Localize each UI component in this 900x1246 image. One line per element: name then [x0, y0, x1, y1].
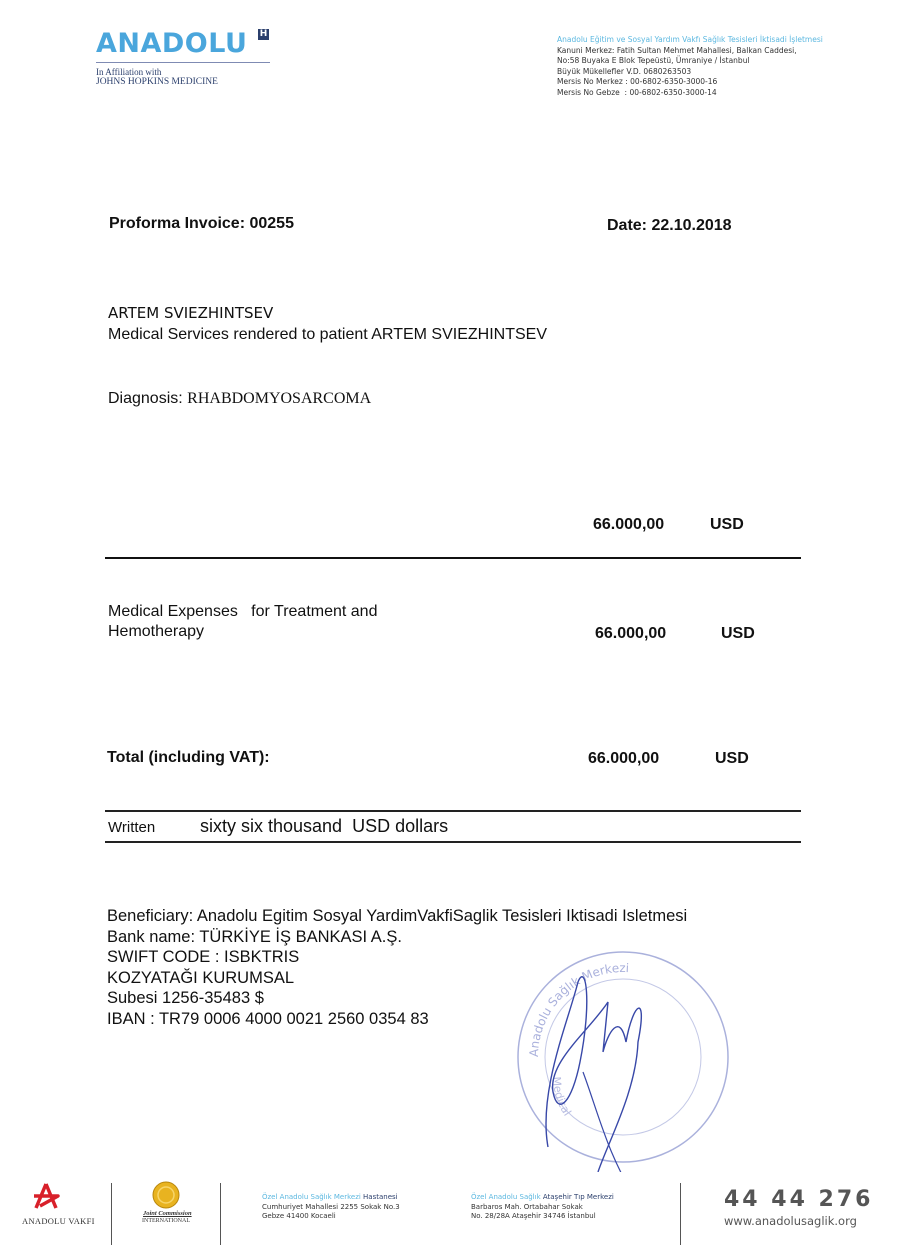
website-link[interactable]: www.anadolusaglik.org: [724, 1214, 857, 1228]
footer-separator: [111, 1183, 112, 1245]
address-line: No:58 Buyaka E Blok Tepeüstü, Ümraniye / İstanbul: [557, 56, 750, 65]
iban-line: IBAN : TR79 0006 4000 0021 2560 0354 83: [107, 1009, 429, 1028]
footer-hospital-atasehir: [471, 1193, 614, 1222]
hospital2-city-line: No. 28/28A Ataşehir 34746 İstanbul: [471, 1212, 596, 1220]
diagnosis: [108, 390, 371, 408]
affiliation-line-1: In Affiliation with: [96, 67, 162, 77]
services-line: Medical Services rendered to patient ARTEM SVIEZHINTSEV: [108, 326, 547, 343]
jci-label: Joint Commission: [143, 1210, 192, 1217]
footer-separator: [680, 1183, 681, 1245]
diagnosis-value: RHABDOMYOSARCOMA: [187, 390, 372, 407]
stamp-text-bottom: Medical: [549, 1076, 574, 1119]
affiliation-line-2: JOHNS HOPKINS MEDICINE: [96, 77, 218, 87]
letterhead-address: [557, 35, 823, 98]
footer-hospital-gebze: [262, 1193, 400, 1222]
hospital-h-badge-icon: H: [259, 29, 268, 39]
footer-separator: [220, 1183, 221, 1245]
line-item-desc-line2: Hemotherapy: [108, 623, 205, 640]
hospital2-prefix: Özel Anadolu Sağlık: [471, 1193, 543, 1201]
signature-stroke: [546, 977, 641, 1172]
subtotal-amount: 66.000,00: [593, 516, 665, 533]
written-amount: sixty six thousand USD dollars: [200, 816, 449, 836]
total-label: Total (including VAT):: [107, 749, 270, 766]
patient-name: ARTEM SVIEZHINTSEV: [108, 304, 274, 322]
hospital2-name: Ataşehir Tıp Merkezi: [542, 1193, 614, 1201]
line-item-amount: 66.000,00: [595, 625, 667, 642]
section-divider: [105, 557, 801, 559]
written-top-rule: [105, 810, 801, 812]
written-bottom-rule: [105, 841, 801, 843]
subtotal-currency: USD: [710, 516, 744, 533]
invoice-title: Proforma Invoice: 00255: [109, 215, 294, 232]
jci-label-international: INTERNATIONAL: [142, 1218, 190, 1224]
swift-line: SWIFT CODE : ISBKTRIS: [107, 948, 300, 966]
diagnosis-label: Diagnosis:: [108, 390, 188, 407]
branch-line: KOZYATAĞI KURUMSAL: [107, 968, 295, 987]
phone-number: 44 44 276: [724, 1187, 874, 1212]
total-currency: USD: [715, 750, 749, 767]
written-label: Written: [108, 819, 156, 836]
anadolu-vakfi-label: ANADOLU VAKFI: [22, 1216, 95, 1226]
official-stamp-signature: [508, 942, 738, 1172]
beneficiary-line: Beneficiary: Anadolu Egitim Sosyal YardimVakfiSaglik Tesisleri Iktisadi Isletmesi: [107, 907, 688, 925]
hospital1-name: Hastanesi: [363, 1193, 398, 1201]
anadolu-vakfi-logo-icon: [32, 1182, 60, 1212]
branch-code-line: Subesi 1256-35483 $: [107, 989, 264, 1007]
address-line: Kanuni Merkez: Fatih Sultan Mehmet Mahallesi, Balkan Caddesi,: [557, 45, 797, 55]
line-item-currency: USD: [721, 625, 755, 642]
logo-divider: [96, 62, 270, 63]
tax-office-line: Büyük Mükellefler V.D. 0680263503: [557, 66, 692, 76]
mersis-merkez-line: Mersis No Merkez : 00-6802-6350-3000-16: [557, 77, 718, 86]
invoice-date: Date: 22.10.2018: [607, 217, 732, 234]
stamp-text-top: Anadolu Sağlık Merkezi: [526, 960, 630, 1058]
bank-name-line: Bank name: TÜRKİYE İŞ BANKASI A.Ş.: [107, 927, 402, 946]
line-item-description: [108, 602, 377, 642]
hospital1-city-line: Gebze 41400 Kocaeli: [262, 1212, 336, 1220]
hospital1-prefix: Özel Anadolu Sağlık Merkezi: [262, 1193, 364, 1201]
jci-seal-icon: [152, 1181, 180, 1209]
mersis-gebze-line: Mersis No Gebze : 00-6802-6350-3000-14: [557, 87, 717, 97]
total-amount: 66.000,00: [588, 750, 660, 767]
anadolu-logo-wordmark: ANADOLU: [96, 28, 248, 59]
hospital2-address-line: Barbaros Mah. Ortabahar Sokak: [471, 1202, 583, 1211]
patient-block: [108, 302, 547, 346]
line-item-desc-line1: Medical Expenses for Treatment and: [108, 603, 378, 620]
org-name: Anadolu Eğitim ve Sosyal Yardım Vakfı Sağlık Tesisleri İktisadi İşletmesi: [557, 35, 823, 44]
stamp-outer-ring: [518, 952, 728, 1162]
hospital1-address-line: Cumhuriyet Mahallesi 2255 Sokak No.3: [262, 1202, 400, 1211]
